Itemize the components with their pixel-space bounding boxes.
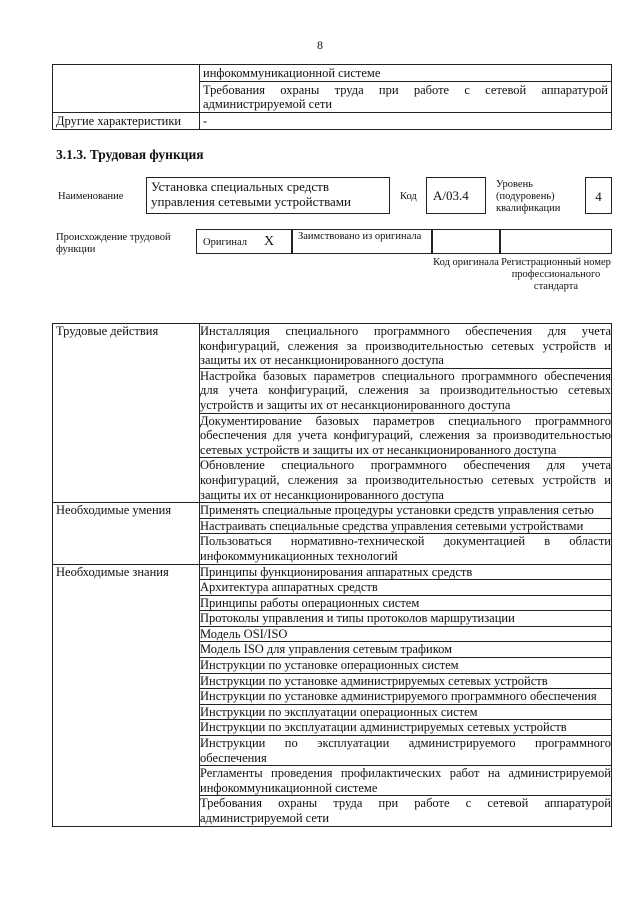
table-cell: инфокоммуникационной системе (200, 65, 611, 82)
table-row (53, 113, 612, 130)
row-label: Необходимые знания (53, 564, 200, 826)
row-label: Трудовые действия (53, 324, 200, 503)
table-cell: Инсталляция специального программного обеспечения для учета конфигураций, слежения за производительностью сетевых устройств и защиты их от несанкционированного доступа (200, 324, 611, 368)
table-cell: Настройка базовых параметров специального программного обеспечения для учета конфигураций, слежения за производительностью сетевых устройств и защиты их от несанкционированного доступа (200, 368, 611, 412)
name-value: Установка специальных средств управления сетевыми устройствами (146, 177, 390, 214)
table-cell: Инструкции по установке операционных систем (200, 658, 611, 674)
section-title: 3.1.3. Трудовая функция (56, 147, 204, 162)
reg-number-box (500, 229, 612, 254)
table-cell: Архитектура аппаратных средств (200, 580, 611, 596)
table-cell: Модель ISO для управления сетевым трафиком (200, 642, 611, 658)
row-label (53, 65, 200, 113)
code-value: А/03.4 (426, 177, 486, 214)
table-cell: Пользоваться нормативно-технической документацией в области инфокоммуникационных технологий (200, 534, 611, 563)
table-cell: Модель OSI/ISO (200, 627, 611, 643)
reg-number-caption: Регистрационный номер профессионального стандарта (501, 257, 611, 292)
table-cell: Настраивать специальные средства управления сетевыми устройствами (200, 519, 611, 535)
table-cell: Обновление специального программного обеспечения для учета конфигураций, слежения за производительностью сетевых устройств и защиты их от несанкционированного доступа (200, 458, 611, 502)
original-label: Оригинал (203, 237, 247, 248)
table-cell: Документирование базовых параметров специального программного обеспечения для учета конфигураций, слежения за производительностью сетевых устройств и защиты их от несанкционированного доступа (200, 413, 611, 457)
table-cell: Инструкции по эксплуатации операционных систем (200, 705, 611, 721)
name-label: Наименование (58, 191, 124, 202)
level-value: 4 (585, 177, 612, 214)
table-row (53, 324, 612, 503)
borrowed-cell: Заимствовано из оригинала (292, 229, 432, 254)
table-row (53, 503, 612, 564)
code-label: Код (400, 191, 417, 202)
table-cell: - (200, 113, 612, 130)
code-original-box (432, 229, 500, 254)
code-original-caption: Код оригинала (433, 257, 499, 268)
table-cell: Принципы функционирования аппаратных средств (200, 565, 611, 581)
table-cell: Требования охраны труда при работе с сетевой аппаратурой администрируемой сети (203, 83, 608, 111)
function-table (52, 323, 612, 827)
table-cell: Требования охраны труда при работе с сетевой аппаратурой администрируемой сети (200, 796, 611, 825)
original-cell (196, 229, 292, 254)
table-cell: Применять специальные процедуры установки средств управления сетью (200, 503, 611, 519)
table-row (53, 564, 612, 826)
row-label: Другие характеристики (53, 113, 200, 130)
table-cell: Протоколы управления и типы протоколов маршрутизации (200, 611, 611, 627)
table-cell: Инструкции по эксплуатации администрируемого программного обеспечения (200, 736, 611, 765)
table-cell: Принципы работы операционных систем (200, 596, 611, 612)
continuation-table (52, 64, 612, 130)
table-cell: Инструкции по установке администрируемых сетевых устройств (200, 674, 611, 690)
table-cell: Инструкции по эксплуатации администрируемых сетевых устройств (200, 720, 611, 736)
level-label: Уровень (подуровень) квалификации (496, 179, 561, 214)
origin-label: Происхождение трудовой функции (56, 232, 171, 255)
row-label: Необходимые умения (53, 503, 200, 564)
original-mark: Х (264, 234, 275, 249)
page-number: 8 (317, 38, 323, 52)
table-cell: Регламенты проведения профилактических работ на администрируемой инфокоммуникационной системе (200, 766, 611, 795)
table-row (53, 65, 612, 113)
table-cell: Инструкции по установке администрируемого программного обеспечения (200, 689, 611, 705)
